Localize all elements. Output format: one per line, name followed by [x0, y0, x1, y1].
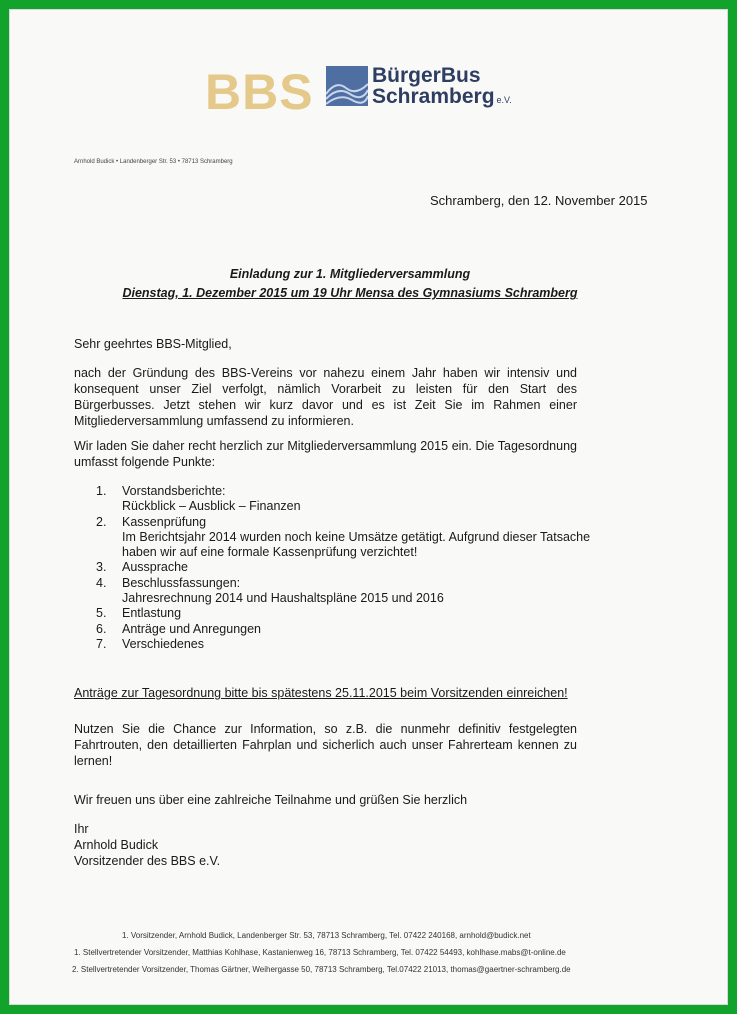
- agenda-title: Anträge und Anregungen: [122, 621, 262, 636]
- deadline-note: Anträge zur Tagesordnung bitte bis spätestens 25.11.2015 beim Vorsitzenden einreichen!: [74, 686, 568, 700]
- subject-line-1: Einladung zur 1. Mitgliederversammlung: [229, 267, 471, 281]
- agenda-item: [96, 622, 596, 637]
- agenda-item: [96, 484, 596, 515]
- salutation: Sehr geehrtes BBS-Mitglied,: [74, 337, 232, 351]
- agenda-detail: Jahresrechnung 2014 und Haushaltspläne 2015 und 2016: [122, 591, 444, 606]
- sender-line: Arnhold Budick • Landenberger Str. 53 • 78713 Schramberg: [74, 159, 233, 165]
- agenda-item: [96, 515, 596, 561]
- logo-mountain-icon: [326, 66, 368, 106]
- footer-line-2: 1. Stellvertretender Vorsitzender, Matthias Kohlhase, Kastanienweg 16, 78713 Schramberg, Tel. 07422 54493, kohlhase.mabs@t-online.de: [74, 948, 566, 957]
- agenda-title: Beschlussfassungen:: [122, 575, 241, 590]
- logo-name-line2-wrap: [372, 86, 572, 111]
- logo-name-line1: BürgerBus: [372, 64, 481, 87]
- footer-line-3: 2. Stellvertretender Vorsitzender, Thomas Gärtner, Weihergasse 50, 78713 Schramberg, Tel.07422 21013, thomas@gaertner-schramberg.de: [72, 965, 571, 974]
- agenda-item: [96, 637, 596, 652]
- agenda-list: [96, 484, 596, 652]
- agenda-number: 6.: [96, 621, 107, 636]
- signature-role: Vorsitzender des BBS e.V.: [74, 854, 221, 868]
- logo-name-line2: Schramberg: [372, 85, 495, 108]
- paragraph-intro: nach der Gründung des BBS-Vereins vor nahezu einem Jahr haben wir intensiv und konsequent unser Ziel verfolgt, nämlich Vorarbeit zu leisten für den Start des Bürgerbusses. Jetzt stehen wir kurz davor und es ist Zeit Sie im Rahmen einer Mitgliederversammlung umfassend zu informieren.: [74, 366, 577, 428]
- agenda-number: 4.: [96, 575, 107, 590]
- agenda-number: 1.: [96, 484, 107, 498]
- signature-block: [74, 821, 220, 869]
- agenda-detail: Im Berichtsjahr 2014 wurden noch keine Umsätze getätigt. Aufgrund dieser Tatsache haben wir auf eine formale Kassenprüfung verzichtet!: [122, 529, 591, 560]
- agenda-title: Verschiedenes: [122, 636, 205, 651]
- logo-name: [372, 65, 572, 111]
- agenda-title: Aussprache: [122, 560, 189, 575]
- agenda-number: 3.: [96, 560, 107, 575]
- agenda-number: 2.: [96, 514, 107, 529]
- paragraph-invitation: Wir laden Sie daher recht herzlich zur Mitgliederversammlung 2015 ein. Die Tagesordnung umfasst folgende Punkte:: [74, 439, 577, 469]
- letter-page: [9, 9, 728, 1005]
- agenda-title: Kassenprüfung: [122, 514, 207, 529]
- logo-abbreviation: BBS: [205, 64, 314, 120]
- agenda-detail: Rückblick – Ausblick – Finanzen: [122, 499, 301, 514]
- logo-suffix: e.V.: [496, 95, 512, 105]
- paragraph-information: Nutzen Sie die Chance zur Information, so z.B. die nunmehr definitiv festgelegten Fahrtrouten, den detaillierten Fahrplan und sicherlich auch unser Fahrerteam kennen zu lernen!: [74, 722, 577, 768]
- footer-line-1: 1. Vorsitzender, Arnhold Budick, Landenberger Str. 53, 78713 Schramberg, Tel. 07422 240168, arnhold@budick.net: [122, 931, 531, 940]
- signature-line-1: Ihr: [74, 822, 89, 836]
- subject-line-2: Dienstag, 1. Dezember 2015 um 19 Uhr Mensa des Gymnasiums Schramberg: [122, 286, 578, 300]
- agenda-item: [96, 606, 596, 621]
- signature-name: Arnhold Budick: [74, 838, 159, 852]
- date-line: Schramberg, den 12. November 2015: [430, 193, 648, 208]
- agenda-title: Vorstandsberichte:: [122, 484, 226, 498]
- agenda-number: 5.: [96, 606, 107, 621]
- agenda-item: [96, 576, 596, 607]
- agenda-number: 7.: [96, 636, 107, 651]
- agenda-item: [96, 560, 596, 575]
- paragraph-closing: Wir freuen uns über eine zahlreiche Teilnahme und grüßen Sie herzlich: [74, 793, 468, 807]
- agenda-title: Entlastung: [122, 606, 182, 621]
